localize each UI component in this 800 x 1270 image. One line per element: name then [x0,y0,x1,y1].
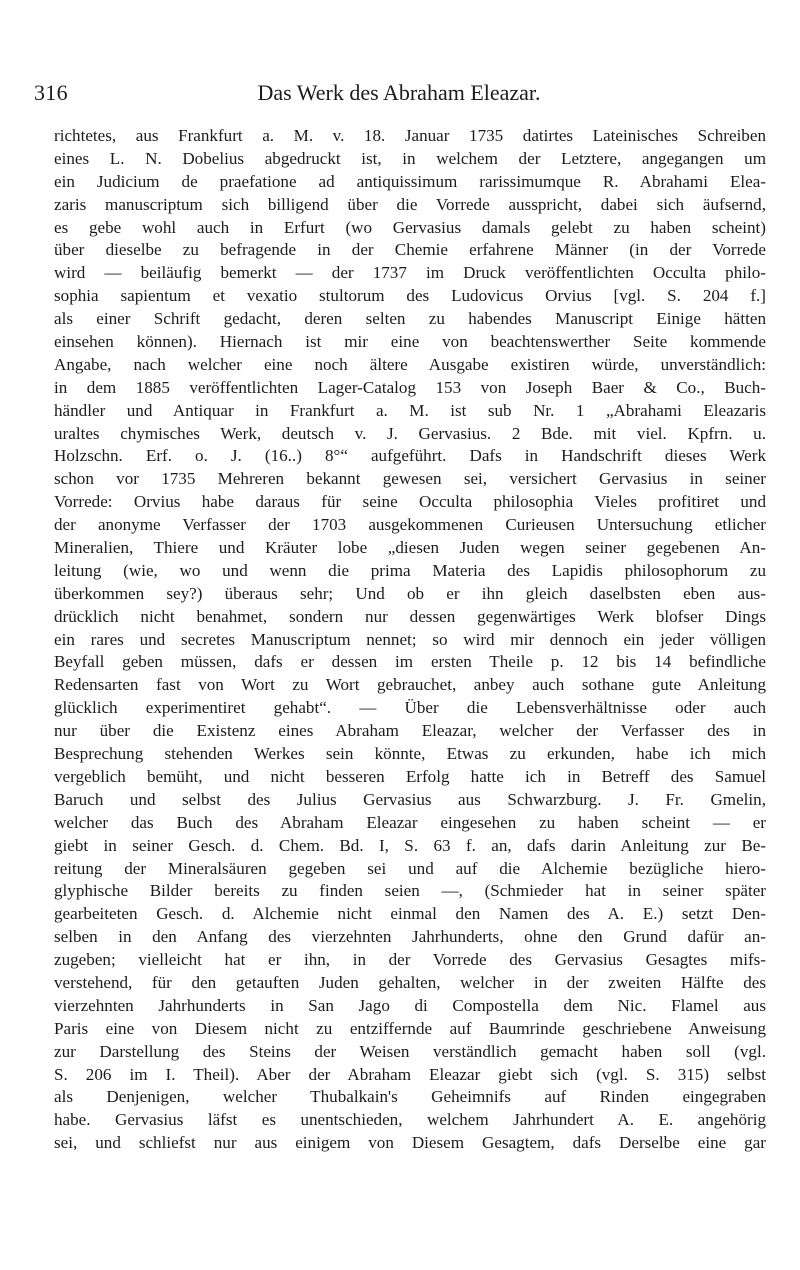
text-line: Paris eine von Diesem nicht zu entziffernde auf Baumrinde geschriebene Anweisung [54,1018,766,1038]
text-line: händler und Antiquar in Frankfurt a. M. ist sub Nr. 1 „Abrahami Eleazaris [54,400,766,420]
text-line: einsehen können). Hiernach ist mir eine von beachtenswerther Seite kommende [54,332,766,352]
text-line: sophia sapientum et vexatio stultorum des Ludovicus Orvius [vgl. S. 204 f.] [54,286,766,306]
text-line: es gebe wohl auch in Erfurt (wo Gervasius damals gelebt zu haben scheint) [54,217,766,237]
text-line: ein Judicium de praefatione ad antiquissimum rarissimumque R. Abrahami Elea- [54,171,766,191]
text-line: glücklich experimentiret gehabt“. — Über die Lebensverhältnisse oder auch [54,698,766,718]
page-number: 316 [34,80,68,105]
text-line: habe. Gervasius läfst es unentschieden, welchem Jahrhundert A. E. angehörig [54,1110,766,1130]
text-line: zur Darstellung des Steins der Weisen verständlich gemacht haben soll (vgl. [54,1041,766,1061]
text-line: Redensarten fast von Wort zu Wort gebrauchet, anbey auch sothane gute Anleitung [54,675,766,695]
text-line: überkommen sey?) überaus sehr; Und ob er ihn gleich daselbsten eben aus- [54,583,766,603]
text-line: sei, und schliefst nur aus einigem von Diesem Gesagtem, dafs Derselbe eine gar [54,1133,766,1153]
text-line: Angabe, nach welcher eine noch ältere Ausgabe existiren würde, unverständlich: [54,354,766,374]
text-line: Vorrede: Orvius habe daraus für seine Occulta philosophia Vieles profitiret und [54,492,766,512]
text-line: in dem 1885 veröffentlichten Lager-Catalog 153 von Joseph Baer & Co., Buch- [54,377,766,397]
text-line: reitung der Mineralsäuren gegeben sei und auf die Alchemie bezügliche hiero- [54,858,766,878]
text-line: nur über die Existenz eines Abraham Eleazar, welcher der Verfasser des in [54,721,766,741]
text-line: über dieselbe zu befragende in der Chemie erfahrene Männer (in der Vorrede [54,240,766,260]
text-line: vierzehnten Jahrhunderts in San Jago di Compostella dem Nic. Flamel aus [54,995,766,1015]
text-line: uraltes chymisches Werk, deutsch v. J. Gervasius. 2 Bde. mit viel. Kpfrn. u. [54,423,766,443]
text-line: schon vor 1735 Mehreren bekannt gewesen sei, versichert Gervasius in seiner [54,469,766,489]
text-line: S. 206 im I. Theil). Aber der Abraham Eleazar giebt sich (vgl. S. 315) selbst [54,1064,766,1084]
text-line: wird — beiläufig bemerkt — der 1737 im Druck veröffentlichten Occulta philo- [54,263,766,283]
text-line: gearbeiteten Gesch. d. Alchemie nicht einmal den Namen des A. E.) setzt Den- [54,904,766,924]
text-line: als Denjenigen, welcher Thubalkain's Geheimnifs auf Rinden eingegraben [54,1087,766,1107]
text-line: verstehend, für den getauften Juden gehalten, welcher in der zweiten Hälfte des [54,972,766,992]
text-line: leitung (wie, wo und wenn die prima Materia des Lapidis philosophorum zu [54,560,766,580]
text-line: Beyfall geben müssen, dafs er dessen im ersten Theile p. 12 bis 14 befindliche [54,652,766,672]
text-line: Besprechung stehenden Werkes sein könnte, Etwas zu erkunden, habe ich mich [54,744,766,764]
text-line: drücklich nicht benahmet, sondern nur dessen gegenwärtiges Werk blofser Dings [54,606,766,626]
text-line: richtetes, aus Frankfurt a. M. v. 18. Januar 1735 datirtes Lateinisches Schreiben [54,126,766,145]
text-line: zaris manuscriptum sich billigend über die Vorrede ausspricht, dabei sich äufsernd, [54,194,766,214]
text-line: ein rares und secretes Manuscriptum nennet; so wird mir dennoch ein jeder völligen [54,629,766,649]
running-title: Das Werk des Abraham Eleazar. [257,80,541,105]
page-header [34,78,758,112]
text-line: Baruch und selbst des Julius Gervasius aus Schwarzburg. J. Fr. Gmelin, [54,789,766,809]
text-line: eines L. N. Dobelius abgedruckt ist, in welchem der Letztere, angegangen um [54,148,766,168]
text-line: welcher das Buch des Abraham Eleazar eingesehen zu haben scheint — er [54,812,766,832]
text-line: zugeben; vielleicht hat er ihn, in der Vorrede des Gervasius Gesagtes mifs- [54,950,766,970]
text-line: als einer Schrift gedacht, deren selten zu habendes Manuscript Einige hätten [54,309,766,329]
text-line: Mineralien, Thiere und Kräuter lobe „diesen Juden wegen seiner gegebenen An- [54,538,766,558]
text-line: Holzschn. Erf. o. J. (16..) 8°“ aufgeführt. Dafs in Handschrift dieses Werk [54,446,766,466]
text-line: vergeblich bemüht, und nicht besseren Erfolg hatte ich in Betreff des Samuel [54,766,766,786]
body-text [54,125,766,1155]
text-line: selben in den Anfang des vierzehnten Jahrhunderts, ohne den Grund dafür an- [54,927,766,947]
text-line: der anonyme Verfasser der 1703 ausgekommenen Curieusen Untersuchung etlicher [54,515,766,535]
text-line: giebt in seiner Gesch. d. Chem. Bd. I, S. 63 f. an, dafs darin Anleitung zur Be- [54,835,766,855]
text-line: glyphische Bilder bereits zu finden seien —, (Schmieder hat in seiner später [54,881,766,901]
